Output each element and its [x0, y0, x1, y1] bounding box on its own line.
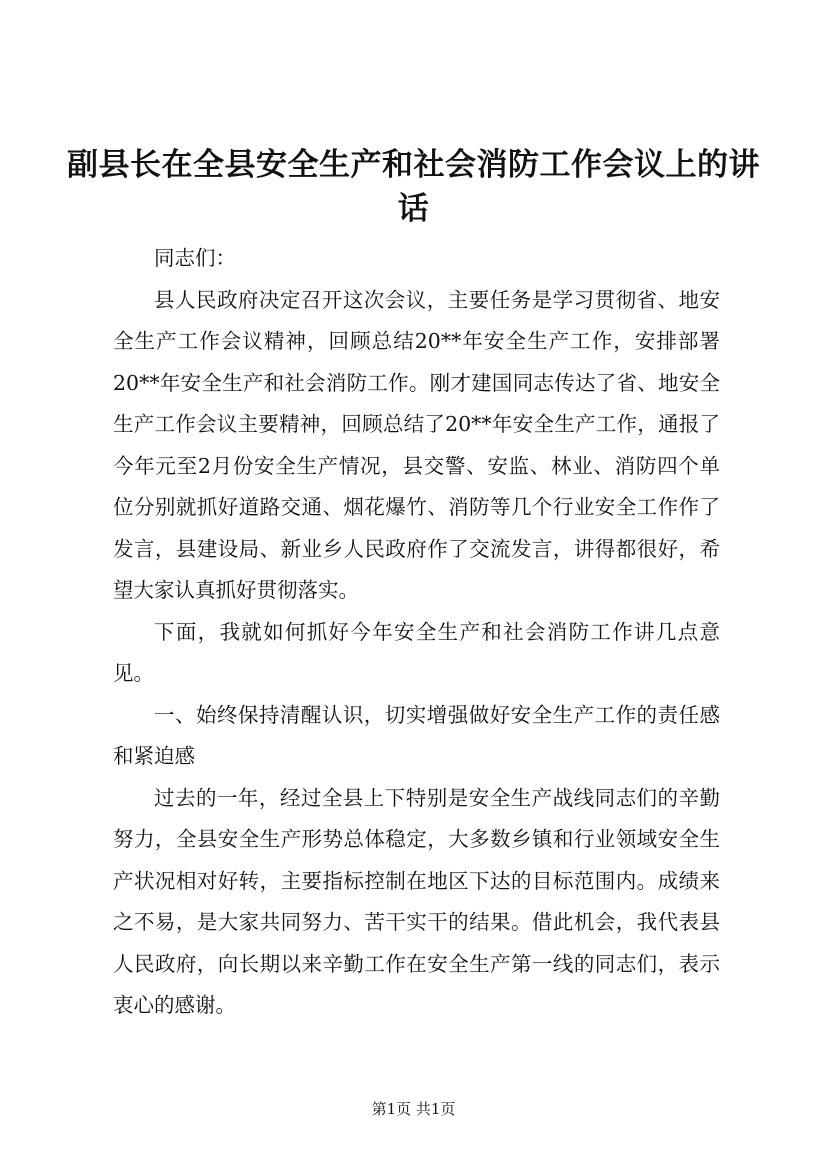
page-footer: 第1页 共1页 [371, 1100, 456, 1118]
section-heading: 一、始终保持清醒认识，切实增强做好安全生产工作的责任感和紧迫感 [113, 702, 720, 768]
body-paragraph: 下面，我就如何抓好今年安全生产和社会消防工作讲几点意见。 [113, 619, 720, 685]
document-body [113, 238, 720, 1027]
body-paragraph: 过去的一年，经过全县上下特别是安全生产战线同志们的辛勤努力，全县安全生产形势总体稳定，大多数乡镇和行业领域安全生产状况相对好转，主要指标控制在地区下达的目标范围内。成绩来之不易，是大家共同努力、苦干实干的结果。借此机会，我代表县人民政府，向长期以来辛勤工作在安全生产第一线的同志们，表示衷心的感谢。 [113, 785, 720, 1017]
document-title: 副县长在全县安全生产和社会消防工作会议上的讲话 [67, 147, 760, 227]
body-paragraph: 县人民政府决定召开这次会议，主要任务是学习贯彻省、地安全生产工作会议精神，回顾总结20**年安全生产工作，安排部署20**年安全生产和社会消防工作。刚才建国同志传达了省、地安全生产工作会议主要精神，回顾总结了20**年安全生产工作，通报了今年元至2月份安全生产情况，县交警、安监、林业、消防四个单位分别就抓好道路交通、烟花爆竹、消防等几个行业安全工作作了发言，县建设局、新业乡人民政府作了交流发言，讲得都很好，希望大家认真抓好贯彻落实。 [113, 287, 720, 602]
salutation-paragraph: 同志们： [154, 246, 236, 270]
